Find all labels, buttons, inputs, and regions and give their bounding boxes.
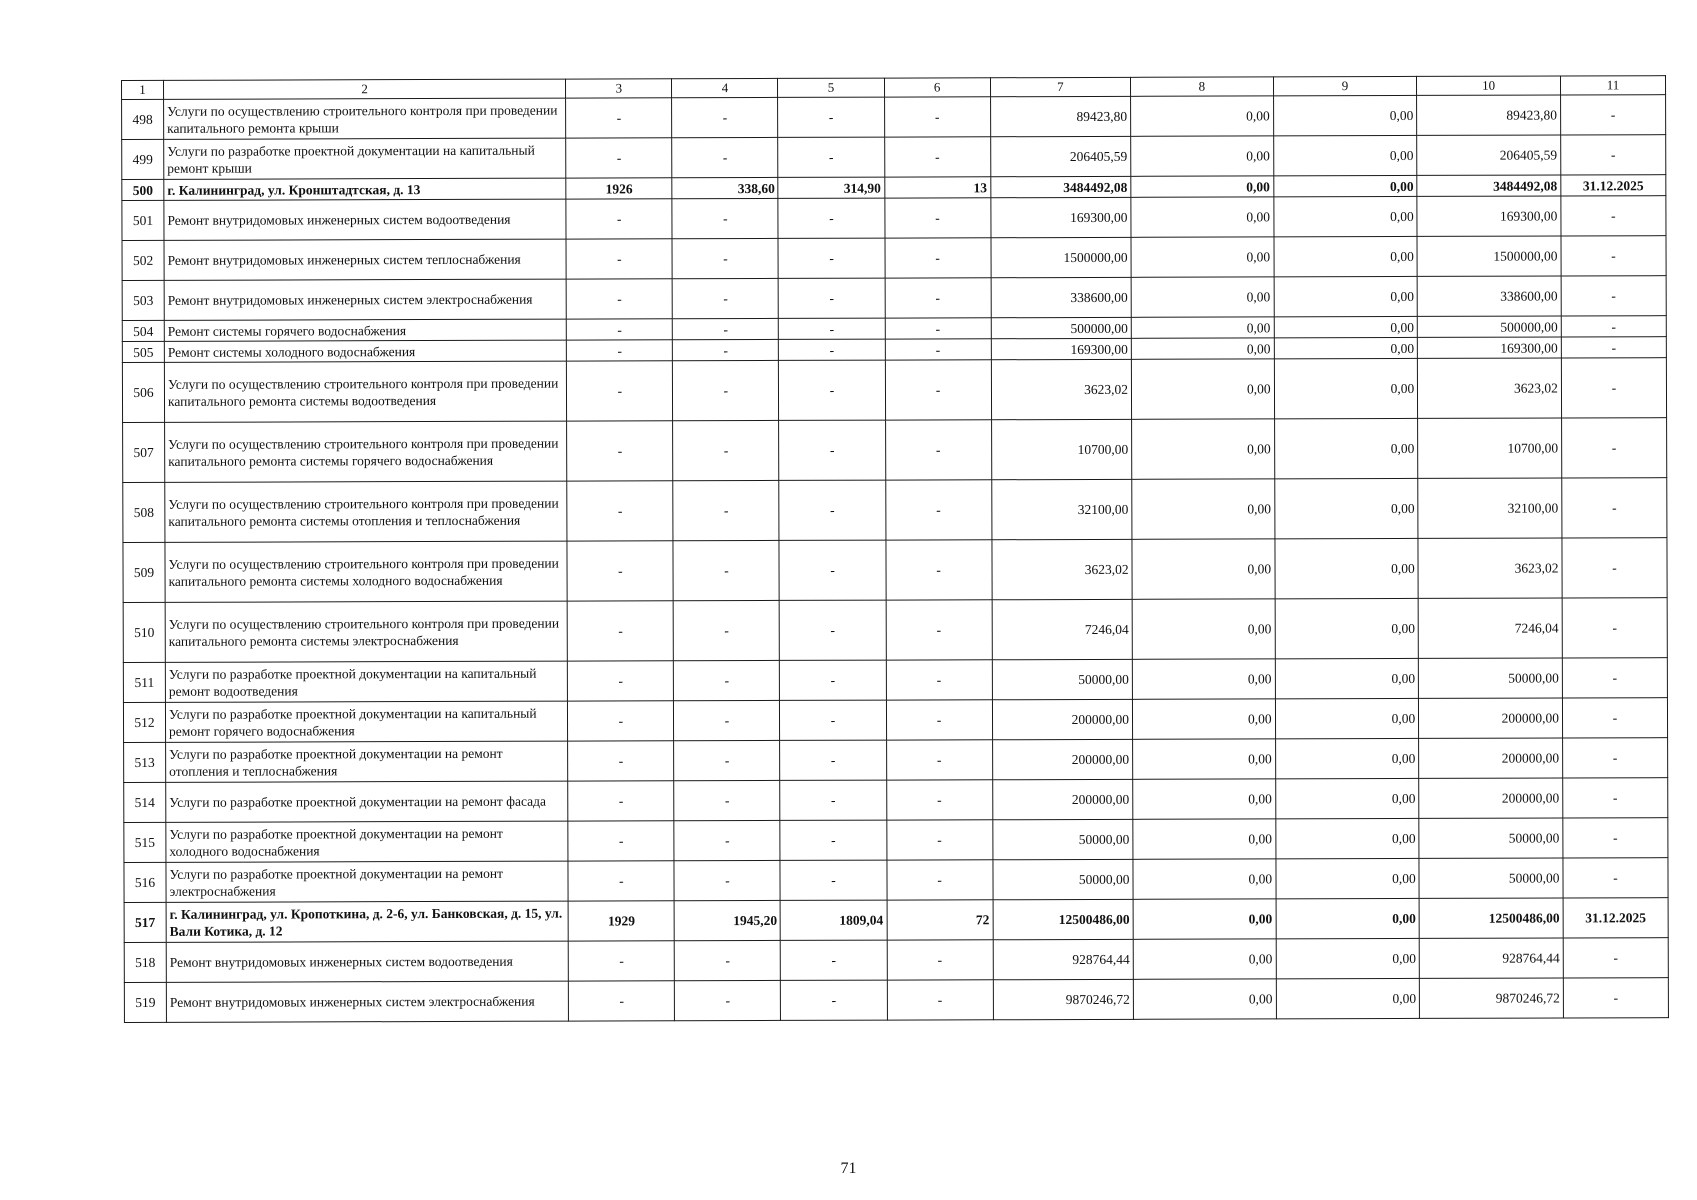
description-cell: Услуги по разработке проектной документации на капитальный ремонт крыши <box>164 138 566 179</box>
col-10-amount-cell: 200000,00 <box>1419 698 1563 738</box>
col-6-cell: - <box>885 278 991 318</box>
col-10-amount-cell: 7246,04 <box>1418 598 1562 658</box>
col-5-cell: - <box>780 700 886 740</box>
col-9-amount-cell: 0,00 <box>1275 658 1419 698</box>
building-row <box>124 898 1668 943</box>
col-9-amount-cell: 0,00 <box>1273 196 1417 236</box>
table-row <box>122 358 1666 423</box>
col-8-amount-cell: 0,00 <box>1132 479 1275 539</box>
col-10-amount-cell: 500000,00 <box>1417 316 1561 337</box>
col-11-date-cell: - <box>1561 196 1666 236</box>
row-number-cell: 506 <box>122 362 164 422</box>
col-3-cell: - <box>567 601 673 661</box>
description-cell: Ремонт внутридомовых инженерных систем электроснабжения <box>166 981 568 1022</box>
col-4-cell: - <box>672 198 778 238</box>
row-number-cell: 500 <box>122 179 164 200</box>
col-8-amount-cell: 0,00 <box>1133 819 1276 859</box>
row-number-cell: 518 <box>124 942 166 982</box>
row-number-cell: 519 <box>124 982 166 1022</box>
description-cell: Услуги по разработке проектной документации на ремонт электроснабжения <box>166 861 568 902</box>
description-cell: Ремонт системы горячего водоснабжения <box>164 319 566 341</box>
col-11-date-cell: - <box>1561 358 1666 418</box>
col-6-cell: - <box>885 480 991 540</box>
col-7-amount-cell: 50000,00 <box>993 859 1133 899</box>
col-7-amount-cell: 3484492,08 <box>990 176 1130 197</box>
row-number-cell: 509 <box>123 542 165 602</box>
col-11-date-cell: - <box>1562 698 1667 738</box>
description-cell: Услуги по осуществлению строительного контроля при проведении капитального ремонта системы отопления и теплоснабжения <box>165 481 567 542</box>
col-4-cell: - <box>674 660 780 700</box>
repair-program-table <box>121 75 1669 1023</box>
row-number-cell: 502 <box>122 240 164 280</box>
col-11-date-cell: - <box>1560 95 1665 135</box>
col-3-cell: - <box>566 239 672 279</box>
row-number-cell: 501 <box>122 200 164 240</box>
col-3-cell: - <box>567 421 673 481</box>
col-8-amount-cell: 0,00 <box>1131 136 1274 176</box>
column-header: 5 <box>778 78 884 97</box>
col-6-cell: - <box>886 540 992 600</box>
col-9-amount-cell: 0,00 <box>1275 778 1419 818</box>
col-8-amount-cell: 0,00 <box>1131 197 1274 237</box>
row-number-cell: 514 <box>124 782 166 822</box>
row-number-cell: 510 <box>123 602 165 662</box>
col-5-cell: - <box>780 860 886 900</box>
col-3-cell: - <box>566 98 672 138</box>
col-7-amount-cell: 9870246,72 <box>993 979 1133 1019</box>
col-11-date-cell: - <box>1561 135 1666 175</box>
col-5-cell: - <box>779 420 885 480</box>
col-6-cell: - <box>887 980 993 1020</box>
col-8-amount-cell: 0,00 <box>1131 176 1274 197</box>
col-5-cell: - <box>780 660 886 700</box>
col-11-date-cell: - <box>1561 418 1666 478</box>
col-5-cell: - <box>778 238 884 278</box>
col-3-cell: - <box>568 941 674 981</box>
col-10-amount-cell: 3623,02 <box>1418 358 1562 418</box>
description-cell: Услуги по разработке проектной документации на капитальный ремонт горячего водоснабжения <box>165 701 567 742</box>
col-11-date-cell: 31.12.2025 <box>1561 175 1666 196</box>
col-4-cell: 338,60 <box>672 177 778 198</box>
col-4-cell: - <box>673 339 779 360</box>
description-cell: Услуги по осуществлению строительного контроля при проведении капитального ремонта системы горячего водоснабжения <box>165 421 567 482</box>
col-7-amount-cell: 1500000,00 <box>991 237 1131 277</box>
row-number-cell: 517 <box>124 902 166 942</box>
col-4-cell: - <box>673 318 779 339</box>
col-3-cell: - <box>567 481 673 541</box>
col-3-cell: - <box>568 741 674 781</box>
description-cell: Услуги по разработке проектной документации на ремонт холодного водоснабжения <box>166 821 568 862</box>
col-8-amount-cell: 0,00 <box>1133 979 1276 1019</box>
column-header: 3 <box>566 79 672 98</box>
col-7-amount-cell: 89423,80 <box>990 96 1130 136</box>
row-number-cell: 511 <box>123 662 165 702</box>
col-9-amount-cell: 0,00 <box>1275 538 1419 598</box>
col-5-cell: - <box>781 940 887 980</box>
col-3-cell: - <box>566 199 672 239</box>
col-4-cell: - <box>673 278 779 318</box>
table-row <box>122 135 1666 180</box>
col-11-date-cell: - <box>1562 738 1667 778</box>
col-4-cell: - <box>673 360 779 420</box>
table-row <box>124 858 1668 903</box>
description-cell: Ремонт внутридомовых инженерных систем водоотведения <box>166 941 568 982</box>
col-6-cell: - <box>885 339 991 360</box>
description-cell: Услуги по осуществлению строительного контроля при проведении капитального ремонта системы электроснабжения <box>165 601 567 662</box>
col-8-amount-cell: 0,00 <box>1133 899 1276 939</box>
col-11-date-cell: - <box>1561 337 1666 358</box>
col-5-cell: - <box>779 360 885 420</box>
col-7-amount-cell: 169300,00 <box>991 338 1131 359</box>
col-10-amount-cell: 928764,44 <box>1419 938 1563 978</box>
col-4-cell: - <box>674 780 780 820</box>
col-5-cell: - <box>781 980 887 1020</box>
col-9-amount-cell: 0,00 <box>1273 95 1417 135</box>
col-7-amount-cell: 338600,00 <box>991 277 1131 317</box>
table-row <box>123 658 1667 703</box>
col-4-cell: - <box>672 238 778 278</box>
row-number-cell: 498 <box>122 99 164 139</box>
col-4-cell: 1945,20 <box>674 900 780 940</box>
row-number-cell: 516 <box>124 862 166 902</box>
column-header: 6 <box>884 78 990 97</box>
col-10-amount-cell: 32100,00 <box>1418 478 1562 538</box>
description-cell: г. Калининград, ул. Кронштадтская, д. 13 <box>164 178 566 200</box>
col-10-amount-cell: 206405,59 <box>1417 135 1561 175</box>
col-6-cell: - <box>886 600 992 660</box>
col-9-amount-cell: 0,00 <box>1274 316 1418 337</box>
col-9-amount-cell: 0,00 <box>1276 858 1420 898</box>
col-3-cell: - <box>567 541 673 601</box>
table-row <box>122 95 1666 140</box>
col-3-cell: - <box>568 781 674 821</box>
row-number-cell: 512 <box>123 702 165 742</box>
col-7-amount-cell: 32100,00 <box>991 479 1132 539</box>
col-8-amount-cell: 0,00 <box>1131 96 1274 136</box>
col-7-amount-cell: 12500486,00 <box>993 899 1133 939</box>
col-5-cell: - <box>778 198 884 238</box>
col-11-date-cell: 31.12.2025 <box>1563 898 1668 938</box>
col-5-cell: - <box>780 600 886 660</box>
col-8-amount-cell: 0,00 <box>1132 419 1275 479</box>
row-number-cell: 504 <box>122 320 164 341</box>
col-8-amount-cell: 0,00 <box>1133 739 1276 779</box>
col-7-amount-cell: 500000,00 <box>991 317 1131 338</box>
table-row <box>123 418 1667 483</box>
col-9-amount-cell: 0,00 <box>1274 478 1418 538</box>
table-row <box>122 236 1666 281</box>
table-row <box>123 538 1667 603</box>
col-9-amount-cell: 0,00 <box>1274 276 1418 316</box>
col-7-amount-cell: 928764,44 <box>993 939 1133 979</box>
col-9-amount-cell: 0,00 <box>1274 358 1418 418</box>
col-4-cell: - <box>674 860 780 900</box>
col-4-cell: - <box>673 480 779 540</box>
col-10-amount-cell: 50000,00 <box>1419 858 1563 898</box>
col-9-amount-cell: 0,00 <box>1276 978 1420 1018</box>
col-7-amount-cell: 7246,04 <box>992 599 1133 659</box>
col-6-cell: - <box>884 198 990 238</box>
col-9-amount-cell: 0,00 <box>1274 418 1418 478</box>
row-number-cell: 507 <box>123 422 165 482</box>
table-row <box>124 938 1668 983</box>
row-number-cell: 508 <box>123 482 165 542</box>
col-4-cell: - <box>675 980 781 1020</box>
col-8-amount-cell: 0,00 <box>1132 599 1275 659</box>
col-4-cell: - <box>674 600 780 660</box>
col-6-cell: - <box>885 420 991 480</box>
column-header: 2 <box>163 79 565 99</box>
col-6-cell: - <box>886 660 992 700</box>
col-5-cell: - <box>780 820 886 860</box>
row-number-cell: 513 <box>124 742 166 782</box>
col-6-cell: - <box>885 238 991 278</box>
col-7-amount-cell: 3623,02 <box>991 359 1132 419</box>
column-header: 7 <box>990 77 1130 96</box>
col-9-amount-cell: 0,00 <box>1276 938 1420 978</box>
table-body <box>122 76 1669 1023</box>
col-4-cell: - <box>672 97 778 137</box>
col-3-cell: 1929 <box>568 901 674 941</box>
col-6-cell: - <box>887 860 993 900</box>
col-3-cell: - <box>569 981 675 1021</box>
col-6-cell: - <box>887 940 993 980</box>
table-row <box>123 598 1667 663</box>
column-header: 4 <box>672 78 778 97</box>
col-10-amount-cell: 10700,00 <box>1418 418 1562 478</box>
col-8-amount-cell: 0,00 <box>1131 237 1274 277</box>
col-10-amount-cell: 50000,00 <box>1419 658 1563 698</box>
col-4-cell: - <box>673 540 779 600</box>
col-7-amount-cell: 200000,00 <box>992 739 1132 779</box>
col-5-cell: - <box>779 318 885 339</box>
col-7-amount-cell: 50000,00 <box>992 819 1132 859</box>
col-10-amount-cell: 9870246,72 <box>1420 978 1564 1018</box>
col-3-cell: - <box>566 279 672 319</box>
col-10-amount-cell: 1500000,00 <box>1417 236 1561 276</box>
col-5-cell: - <box>779 339 885 360</box>
col-10-amount-cell: 3623,02 <box>1418 538 1562 598</box>
description-cell: Услуги по осуществлению строительного контроля при проведении капитального ремонта системы холодного водоснабжения <box>165 541 567 602</box>
page-number: 71 <box>840 1160 857 1177</box>
col-9-amount-cell: 0,00 <box>1275 698 1419 738</box>
col-4-cell: - <box>674 740 780 780</box>
col-9-amount-cell: 0,00 <box>1276 898 1420 938</box>
col-4-cell: - <box>672 137 778 177</box>
col-10-amount-cell: 3484492,08 <box>1417 175 1561 196</box>
col-7-amount-cell: 206405,59 <box>990 136 1130 176</box>
col-3-cell: - <box>568 701 674 741</box>
col-5-cell: - <box>778 137 884 177</box>
col-6-cell: 13 <box>884 177 990 198</box>
col-6-cell: - <box>886 700 992 740</box>
col-3-cell: - <box>566 138 672 178</box>
description-cell: Услуги по разработке проектной документации на ремонт фасада <box>166 781 568 822</box>
col-3-cell: - <box>567 319 673 340</box>
description-cell: Услуги по осуществлению строительного контроля при проведении капитального ремонта крыши <box>164 98 566 139</box>
table-row <box>124 978 1668 1023</box>
col-11-date-cell: - <box>1561 236 1666 276</box>
table-row <box>124 738 1668 783</box>
description-cell: Ремонт внутридомовых инженерных систем электроснабжения <box>164 279 566 320</box>
col-10-amount-cell: 169300,00 <box>1417 196 1561 236</box>
col-4-cell: - <box>674 700 780 740</box>
col-3-cell: 1926 <box>566 178 672 199</box>
description-cell: Услуги по разработке проектной документации на ремонт отопления и теплоснабжения <box>166 741 568 782</box>
col-4-cell: - <box>674 820 780 860</box>
table-row <box>124 818 1668 863</box>
col-9-amount-cell: 0,00 <box>1273 135 1417 175</box>
description-cell: Ремонт внутридомовых инженерных систем водоотведения <box>164 199 566 240</box>
col-7-amount-cell: 50000,00 <box>992 659 1132 699</box>
col-7-amount-cell: 169300,00 <box>991 197 1131 237</box>
col-5-cell: 1809,04 <box>781 900 887 940</box>
description-cell: Услуги по разработке проектной документации на капитальный ремонт водоотведения <box>165 661 567 702</box>
col-8-amount-cell: 0,00 <box>1131 359 1274 419</box>
description-cell: Ремонт системы холодного водоснабжения <box>164 340 566 362</box>
col-5-cell: - <box>780 740 886 780</box>
col-8-amount-cell: 0,00 <box>1131 317 1274 338</box>
table-row <box>123 698 1667 743</box>
col-11-date-cell: - <box>1561 316 1666 337</box>
col-11-date-cell: - <box>1562 598 1667 658</box>
table-row <box>122 276 1666 321</box>
col-6-cell: - <box>886 820 992 860</box>
col-9-amount-cell: 0,00 <box>1273 175 1417 196</box>
col-9-amount-cell: 0,00 <box>1275 738 1419 778</box>
col-8-amount-cell: 0,00 <box>1132 659 1275 699</box>
col-9-amount-cell: 0,00 <box>1275 818 1419 858</box>
col-3-cell: - <box>568 661 674 701</box>
col-8-amount-cell: 0,00 <box>1133 779 1276 819</box>
col-7-amount-cell: 3623,02 <box>992 539 1133 599</box>
col-3-cell: - <box>568 821 674 861</box>
col-10-amount-cell: 169300,00 <box>1418 337 1562 358</box>
col-4-cell: - <box>673 420 779 480</box>
col-6-cell: - <box>884 137 990 177</box>
col-5-cell: - <box>780 780 886 820</box>
col-8-amount-cell: 0,00 <box>1131 277 1274 317</box>
col-5-cell: - <box>779 540 885 600</box>
col-9-amount-cell: 0,00 <box>1274 337 1418 358</box>
col-6-cell: 72 <box>887 900 993 940</box>
col-11-date-cell: - <box>1562 538 1667 598</box>
column-header: 10 <box>1417 76 1561 95</box>
table-row <box>124 778 1668 823</box>
col-3-cell: - <box>568 861 674 901</box>
col-8-amount-cell: 0,00 <box>1133 939 1276 979</box>
table-row <box>122 196 1666 241</box>
col-8-amount-cell: 0,00 <box>1132 699 1275 739</box>
col-5-cell: 314,90 <box>778 177 884 198</box>
col-8-amount-cell: 0,00 <box>1133 859 1276 899</box>
col-6-cell: - <box>886 740 992 780</box>
column-header: 11 <box>1560 76 1665 95</box>
col-7-amount-cell: 200000,00 <box>992 779 1132 819</box>
col-3-cell: - <box>567 340 673 361</box>
description-cell: Услуги по осуществлению строительного контроля при проведении капитального ремонта системы водоотведения <box>164 361 566 422</box>
column-header: 9 <box>1273 76 1417 95</box>
col-8-amount-cell: 0,00 <box>1131 338 1274 359</box>
row-number-cell: 505 <box>122 341 164 362</box>
col-8-amount-cell: 0,00 <box>1132 539 1275 599</box>
row-number-cell: 515 <box>124 822 166 862</box>
col-11-date-cell: - <box>1563 978 1668 1018</box>
description-cell: г. Калининград, ул. Кропоткина, д. 2-6, ул. Банковская, д. 15, ул. Вали Котика, д. 12 <box>166 901 568 942</box>
col-5-cell: - <box>779 480 885 540</box>
column-header: 1 <box>122 80 164 99</box>
col-10-amount-cell: 200000,00 <box>1419 738 1563 778</box>
row-number-cell: 499 <box>122 139 164 179</box>
row-number-cell: 503 <box>122 280 164 320</box>
col-10-amount-cell: 12500486,00 <box>1419 898 1563 938</box>
description-cell: Ремонт внутридомовых инженерных систем теплоснабжения <box>164 239 566 280</box>
col-10-amount-cell: 50000,00 <box>1419 818 1563 858</box>
col-4-cell: - <box>675 940 781 980</box>
col-11-date-cell: - <box>1563 938 1668 978</box>
col-6-cell: - <box>884 97 990 137</box>
col-10-amount-cell: 200000,00 <box>1419 778 1563 818</box>
col-7-amount-cell: 10700,00 <box>991 419 1132 479</box>
col-11-date-cell: - <box>1563 818 1668 858</box>
col-6-cell: - <box>885 360 991 420</box>
col-3-cell: - <box>567 361 673 421</box>
col-9-amount-cell: 0,00 <box>1275 598 1419 658</box>
col-11-date-cell: - <box>1563 858 1668 898</box>
col-9-amount-cell: 0,00 <box>1274 236 1418 276</box>
table-row <box>123 478 1667 543</box>
col-7-amount-cell: 200000,00 <box>992 699 1132 739</box>
col-10-amount-cell: 89423,80 <box>1417 95 1561 135</box>
col-5-cell: - <box>778 97 884 137</box>
col-11-date-cell: - <box>1561 276 1666 316</box>
col-11-date-cell: - <box>1562 478 1667 538</box>
col-11-date-cell: - <box>1562 658 1667 698</box>
column-header: 8 <box>1131 77 1274 96</box>
col-6-cell: - <box>886 780 992 820</box>
col-5-cell: - <box>779 278 885 318</box>
col-11-date-cell: - <box>1563 778 1668 818</box>
col-6-cell: - <box>885 318 991 339</box>
col-10-amount-cell: 338600,00 <box>1417 276 1561 316</box>
